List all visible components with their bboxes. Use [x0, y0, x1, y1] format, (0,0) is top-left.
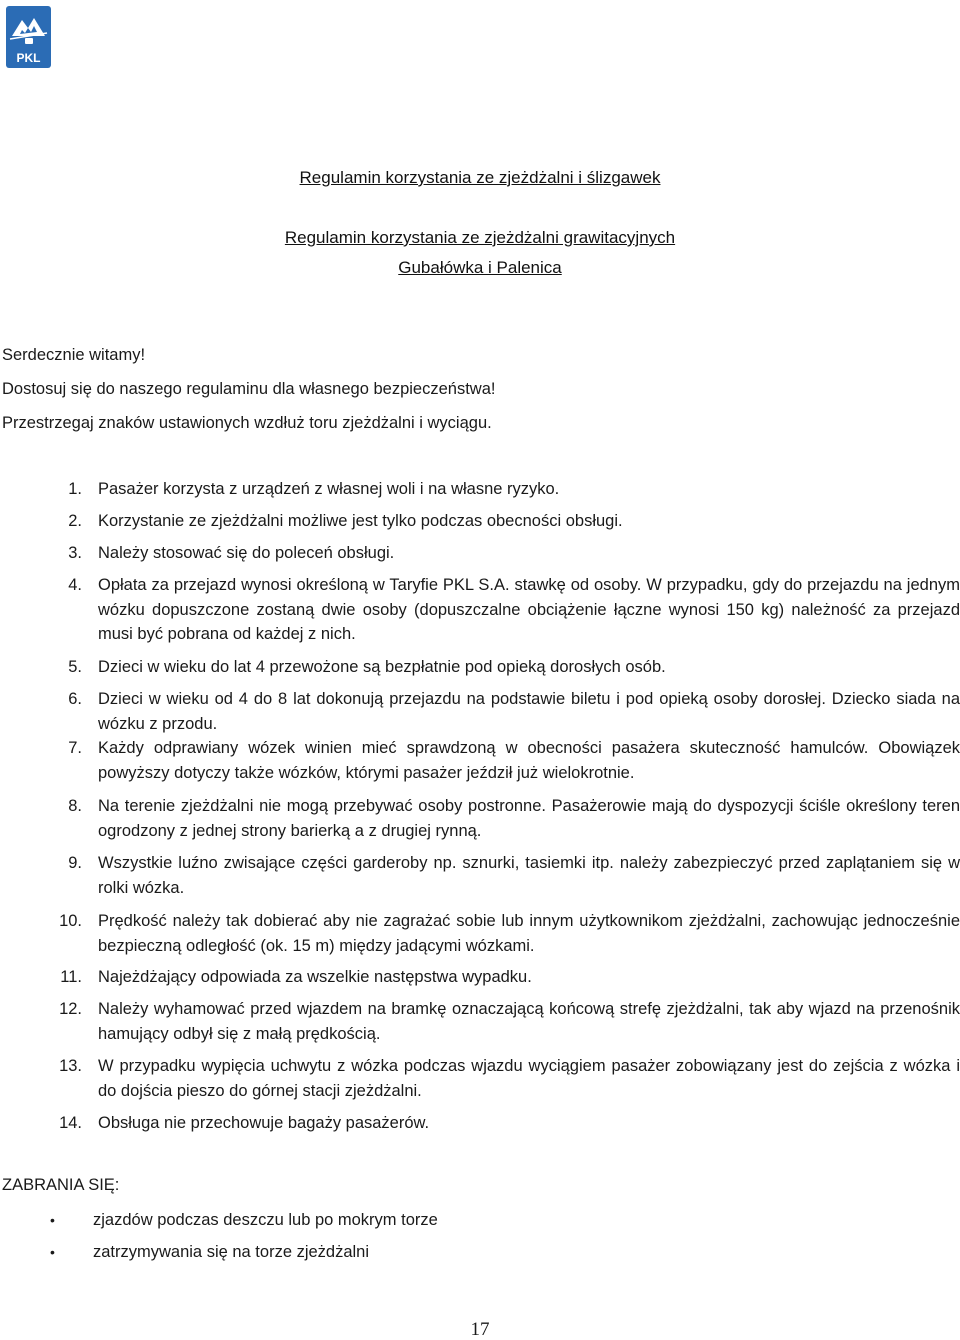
rule-item	[0, 687, 960, 736]
rule-number: 4.	[68, 576, 82, 594]
rule-number: 13.	[59, 1057, 82, 1075]
rule-item	[0, 1054, 960, 1111]
document-title: Regulamin korzystania ze zjeżdżalni i ślizgawek	[299, 168, 661, 187]
intro-block	[2, 344, 495, 446]
rule-text: Pasażer korzysta z urządzeń z własnej woli i na własne ryzyko.	[98, 480, 560, 498]
forbidden-item	[0, 1240, 960, 1272]
rule-item	[0, 509, 960, 541]
rule-number: 6.	[68, 690, 82, 708]
bullet-icon: •	[50, 1244, 55, 1260]
rule-text: Należy stosować się do poleceń obsługi.	[98, 544, 395, 562]
rule-number: 11.	[60, 968, 82, 986]
rule-text: Opłata za przejazd wynosi określoną w Taryfie PKL S.A. stawkę od osoby. W przypadku, gdy do przejazdu na jednym wózku dopuszczone zostaną dwie osoby (dopuszczalne obciążenie łączne wynosi 150 kg) należność za przejazd musi być pobrana od każdej z nich.	[98, 576, 960, 643]
rule-item	[0, 655, 960, 687]
rule-text: Każdy odprawiany wózek winien mieć sprawdzoną w obecności pasażera skuteczność hamulców. Obowiązek powyższy dotyczy także wózków, którymi pasażer jeździł już wielokrotnie.	[98, 739, 960, 782]
rule-number: 5.	[68, 658, 82, 676]
rule-number: 12.	[59, 1000, 82, 1018]
rule-item	[0, 965, 960, 997]
rule-text: W przypadku wypięcia uchwytu z wózka podczas wjazdu wyciągiem pasażer zobowiązany jest do zejścia z wózka i do dojścia pieszo do górnej stacji zjeżdżalni.	[98, 1057, 960, 1100]
bullet-icon: •	[50, 1212, 55, 1228]
forbidden-item	[0, 1208, 960, 1240]
rule-item	[0, 1111, 960, 1143]
rule-text: Na terenie zjeżdżalni nie mogą przebywać osoby postronne. Pasażerowie mają do dyspozycji ściśle określony teren ogrodzony z jednej strony barierką a z drugiej rynną.	[98, 797, 960, 840]
rule-text: Należy wyhamować przed wjazdem na bramkę oznaczającą końcową strefę zjeżdżalni, tak aby wjazd na przenośnik hamujący odbył się z małą prędkością.	[98, 1000, 960, 1043]
rule-text: Dzieci w wieku do lat 4 przewożone są bezpłatnie pod opieką dorosłych osób.	[98, 658, 666, 676]
intro-line: Serdecznie witamy!	[2, 346, 146, 364]
rule-number: 8.	[68, 797, 82, 815]
rule-number: 3.	[68, 544, 82, 562]
forbidden-heading: ZABRANIA SIĘ:	[2, 1176, 120, 1194]
logo-text: PKL	[16, 51, 41, 65]
forbidden-item-text: zjazdów podczas deszczu lub po mokrym torze	[93, 1211, 438, 1229]
rule-item	[0, 794, 960, 851]
rule-number: 10.	[59, 912, 82, 930]
rule-number: 1.	[68, 480, 82, 498]
rule-item	[0, 909, 960, 965]
rule-item	[0, 573, 960, 655]
rules-list	[0, 477, 960, 1143]
forbidden-list	[0, 1208, 960, 1272]
intro-line: Dostosuj się do naszego regulaminu dla własnego bezpieczeństwa!	[2, 380, 496, 398]
intro-line: Przestrzegaj znaków ustawionych wzdłuż toru zjeżdżalni i wyciągu.	[2, 414, 492, 432]
page-number: 17	[470, 1319, 490, 1340]
forbidden-item-text: zatrzymywania się na torze zjeżdżalni	[93, 1243, 370, 1261]
rule-text: Korzystanie ze zjeżdżalni możliwe jest tylko podczas obecności obsługi.	[98, 512, 623, 530]
rule-number: 2.	[68, 512, 82, 530]
rule-item	[0, 736, 960, 794]
rule-item	[0, 851, 960, 909]
pkl-logo	[6, 6, 51, 68]
rule-text: Dzieci w wieku od 4 do 8 lat dokonują przejazdu na podstawie biletu i pod opieką osoby dorosłej. Dziecko siada na wózku z przodu.	[98, 690, 960, 733]
rule-item	[0, 541, 960, 573]
rule-number: 14.	[59, 1114, 82, 1132]
rule-text: Najeżdżający odpowiada za wszelkie następstwa wypadku.	[98, 968, 532, 986]
rule-number: 9.	[68, 854, 82, 872]
rule-text: Obsługa nie przechowuje bagaży pasażerów.	[98, 1114, 430, 1132]
rule-item	[0, 477, 960, 509]
document-location: Gubałówka i Palenica	[398, 258, 562, 277]
rule-item	[0, 997, 960, 1054]
rule-text: Prędkość należy tak dobierać aby nie zagrażać sobie lub innym użytkownikom zjeżdżalni, zachowując jednocześnie bezpieczną odległość (ok. 15 m) między jadącymi wózkami.	[98, 912, 960, 955]
document-subtitle: Regulamin korzystania ze zjeżdżalni grawitacyjnych	[284, 228, 676, 247]
rule-text: Wszystkie luźno zwisające części garderoby np. sznurki, tasiemki itp. należy zabezpieczyć przed zaplątaniem się w rolki wózka.	[98, 854, 960, 897]
cable-car-icon	[25, 38, 33, 44]
rule-number: 7.	[68, 739, 82, 757]
